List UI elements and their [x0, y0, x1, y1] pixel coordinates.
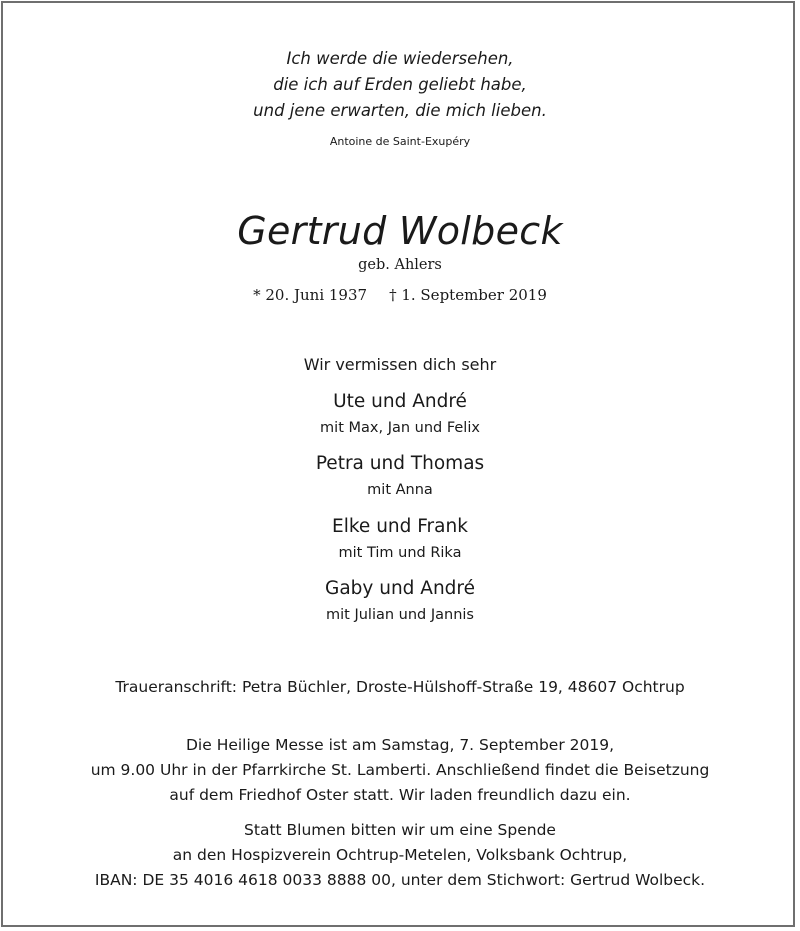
death-date: † 1. September 2019 — [389, 286, 547, 304]
memorial-quote — [0, 46, 800, 124]
family-children: mit Julian und Jannis — [326, 607, 474, 623]
quote-line: Ich werde die wiedersehen, — [286, 49, 514, 68]
family-name: Petra und Thomas — [315, 453, 485, 474]
donation-line: IBAN: DE 35 4016 4618 0033 8888 00, unter dem Stichwort: Gertrud Wolbeck. — [94, 871, 706, 889]
donation-line: Statt Blumen bitten wir um eine Spende — [244, 821, 556, 839]
family-name: Ute und André — [333, 391, 467, 412]
quote-line: die ich auf Erden geliebt habe, — [273, 75, 527, 94]
donation-info — [0, 818, 800, 893]
mass-line: auf dem Friedhof Oster statt. Wir laden freundlich dazu ein. — [169, 786, 631, 804]
birth-date: * 20. Juni 1937 — [253, 286, 368, 304]
donation-line: an den Hospizverein Ochtrup-Metelen, Volksbank Ochtrup, — [172, 846, 628, 864]
family-children: mit Max, Jan und Felix — [320, 420, 480, 436]
mass-line: Die Heilige Messe ist am Samstag, 7. September 2019, — [185, 736, 615, 754]
family-name: Gaby und André — [324, 578, 476, 599]
maiden-name: geb. Ahlers — [358, 257, 442, 273]
family-children: mit Anna — [367, 482, 433, 498]
deceased-name: Gertrud Wolbeck — [237, 209, 563, 253]
family-name: Elke und Frank — [332, 516, 468, 537]
family-children: mit Tim und Rika — [338, 545, 462, 561]
mourning-address: Traueranschrift: Petra Büchler, Droste-Hülshoff-Straße 19, 48607 Ochtrup — [115, 678, 685, 696]
mourners-intro: Wir vermissen dich sehr — [303, 355, 497, 374]
mass-info — [0, 733, 800, 808]
quote-line: und jene erwarten, die mich lieben. — [253, 101, 547, 120]
mass-line: um 9.00 Uhr in der Pfarrkirche St. Lamberti. Anschließend findet die Beisetzung — [90, 761, 710, 779]
quote-author: Antoine de Saint-Exupéry — [329, 135, 471, 148]
life-dates — [0, 284, 800, 306]
